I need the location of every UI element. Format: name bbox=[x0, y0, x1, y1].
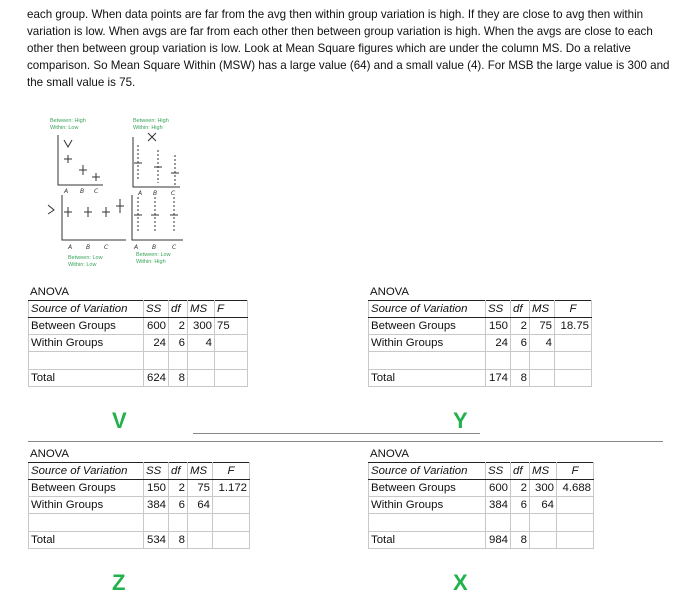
cell: 384 bbox=[144, 497, 169, 514]
cell: 2 bbox=[169, 318, 188, 335]
anova-table-x bbox=[368, 447, 594, 549]
cell: 624 bbox=[144, 370, 169, 387]
cell: Total bbox=[369, 532, 486, 549]
empty-row bbox=[369, 352, 592, 370]
anova-title: ANOVA bbox=[30, 286, 70, 298]
cell bbox=[555, 370, 592, 387]
svg-text:A: A bbox=[64, 188, 69, 195]
header-ss: SS bbox=[144, 301, 169, 318]
cell: 64 bbox=[530, 497, 557, 514]
sketch-label: Within: High bbox=[133, 125, 163, 131]
svg-text:C: C bbox=[172, 244, 177, 251]
total-row bbox=[29, 370, 248, 387]
cell: 1.172 bbox=[213, 480, 250, 497]
cell: 24 bbox=[486, 335, 511, 352]
cell: 6 bbox=[169, 335, 188, 352]
header-df: df bbox=[511, 301, 530, 318]
anova-grid bbox=[28, 300, 248, 387]
cell: Between Groups bbox=[29, 318, 144, 335]
header-df: df bbox=[511, 463, 530, 480]
divider-line bbox=[193, 433, 480, 434]
sketch-label: Within: High bbox=[136, 259, 166, 265]
sketch-label: Between: High bbox=[50, 118, 86, 124]
cell: 384 bbox=[486, 497, 511, 514]
cell: 150 bbox=[144, 480, 169, 497]
cell: 6 bbox=[169, 497, 188, 514]
cell bbox=[557, 497, 594, 514]
svg-text:A: A bbox=[134, 244, 139, 251]
empty-row bbox=[29, 352, 248, 370]
cell: 4.688 bbox=[557, 480, 594, 497]
cell bbox=[215, 335, 248, 352]
table-row bbox=[369, 318, 592, 335]
svg-text:C: C bbox=[104, 244, 109, 251]
header-source: Source of Variation bbox=[369, 463, 486, 480]
cell bbox=[188, 370, 215, 387]
cell: 600 bbox=[144, 318, 169, 335]
cell: Total bbox=[29, 370, 144, 387]
cell bbox=[188, 532, 213, 549]
cell: 75 bbox=[530, 318, 555, 335]
cell: Between Groups bbox=[369, 318, 486, 335]
table-row bbox=[369, 497, 594, 514]
cell: 300 bbox=[188, 318, 215, 335]
cell: 8 bbox=[169, 532, 188, 549]
anova-grid bbox=[28, 462, 250, 549]
svg-text:A: A bbox=[68, 244, 73, 251]
cell: 600 bbox=[486, 480, 511, 497]
cell: 4 bbox=[188, 335, 215, 352]
header-ms: MS bbox=[530, 463, 557, 480]
header-ms: MS bbox=[188, 463, 213, 480]
table-row bbox=[29, 497, 250, 514]
cell bbox=[555, 335, 592, 352]
cell: 8 bbox=[511, 532, 530, 549]
cell bbox=[213, 532, 250, 549]
svg-text:C: C bbox=[94, 188, 99, 195]
cell: 150 bbox=[486, 318, 511, 335]
empty-row bbox=[369, 514, 594, 532]
cell: Within Groups bbox=[29, 335, 144, 352]
cell: Within Groups bbox=[369, 335, 486, 352]
cell: Between Groups bbox=[369, 480, 486, 497]
svg-text:B: B bbox=[80, 188, 85, 195]
cell: 4 bbox=[530, 335, 555, 352]
cell: 8 bbox=[169, 370, 188, 387]
cell: 2 bbox=[169, 480, 188, 497]
cell: 24 bbox=[144, 335, 169, 352]
table-tag-x: X bbox=[453, 570, 468, 595]
cell bbox=[530, 532, 557, 549]
cell: 2 bbox=[511, 318, 530, 335]
cell: 534 bbox=[144, 532, 169, 549]
cell: 300 bbox=[530, 480, 557, 497]
cell: 984 bbox=[486, 532, 511, 549]
cell: Within Groups bbox=[29, 497, 144, 514]
table-row bbox=[369, 335, 592, 352]
sketch-label: Between: Low bbox=[68, 255, 103, 261]
anova-table-z bbox=[28, 447, 250, 549]
cell bbox=[530, 370, 555, 387]
sketch-label: Between: Low bbox=[136, 252, 171, 258]
svg-text:B: B bbox=[152, 244, 157, 251]
divider-line bbox=[28, 441, 663, 442]
header-source: Source of Variation bbox=[369, 301, 486, 318]
cell: 75 bbox=[215, 318, 248, 335]
cell: Total bbox=[29, 532, 144, 549]
header-ms: MS bbox=[188, 301, 215, 318]
header-f: F bbox=[215, 301, 248, 318]
table-tag-y: Y bbox=[453, 408, 468, 433]
svg-text:C: C bbox=[171, 190, 176, 197]
cell bbox=[213, 497, 250, 514]
sketch-label: Between: High bbox=[133, 118, 169, 124]
empty-row bbox=[29, 514, 250, 532]
cell: 64 bbox=[188, 497, 213, 514]
cell: 75 bbox=[188, 480, 213, 497]
cell: 2 bbox=[511, 480, 530, 497]
cell: Within Groups bbox=[369, 497, 486, 514]
anova-grid bbox=[368, 462, 594, 549]
sketch-label: Within: Low bbox=[50, 125, 79, 131]
cell: 6 bbox=[511, 497, 530, 514]
header-df: df bbox=[169, 463, 188, 480]
table-tag-z: Z bbox=[112, 570, 126, 595]
header-f: F bbox=[557, 463, 594, 480]
variation-sketch bbox=[28, 115, 198, 275]
header-ss: SS bbox=[144, 463, 169, 480]
header-ms: MS bbox=[530, 301, 555, 318]
table-tag-v: V bbox=[112, 408, 127, 433]
svg-text:A: A bbox=[138, 190, 143, 197]
hand-drawn-variation-diagram bbox=[28, 115, 198, 275]
cell: Between Groups bbox=[29, 480, 144, 497]
anova-table-y bbox=[368, 285, 592, 387]
header-source: Source of Variation bbox=[29, 463, 144, 480]
cell: 8 bbox=[511, 370, 530, 387]
header-f: F bbox=[555, 301, 592, 318]
cell bbox=[557, 532, 594, 549]
header-ss: SS bbox=[486, 463, 511, 480]
header-df: df bbox=[169, 301, 188, 318]
cell: 6 bbox=[511, 335, 530, 352]
total-row bbox=[29, 532, 250, 549]
table-row bbox=[29, 318, 248, 335]
total-row bbox=[369, 370, 592, 387]
cell: 174 bbox=[486, 370, 511, 387]
anova-title: ANOVA bbox=[30, 448, 70, 460]
anova-grid bbox=[368, 300, 592, 387]
cell: Total bbox=[369, 370, 486, 387]
total-row bbox=[369, 532, 594, 549]
anova-table-v bbox=[28, 285, 248, 387]
svg-text:B: B bbox=[153, 190, 158, 197]
table-row bbox=[29, 335, 248, 352]
explanation-paragraph: each group. When data points are far from the avg then within group variation is high. If they are close to avg then within variation is low. When avgs are far from each other then between group variation is high. When the avgs are close to each other then between group variation is low. Look at Mean Square figures which are under the column MS. Do a relative comparison. So Mean Square Within (MSW) has a large value (64) and a small value (4). For MSB the large value is 300 and the small value is 75. bbox=[27, 8, 670, 89]
header-f: F bbox=[213, 463, 250, 480]
anova-title: ANOVA bbox=[370, 448, 410, 460]
header-source: Source of Variation bbox=[29, 301, 144, 318]
cell bbox=[215, 370, 248, 387]
header-ss: SS bbox=[486, 301, 511, 318]
sketch-label: Within: Low bbox=[68, 262, 97, 268]
anova-title: ANOVA bbox=[370, 286, 410, 298]
table-row bbox=[369, 480, 594, 497]
svg-text:B: B bbox=[86, 244, 91, 251]
table-row bbox=[29, 480, 250, 497]
cell: 18.75 bbox=[555, 318, 592, 335]
